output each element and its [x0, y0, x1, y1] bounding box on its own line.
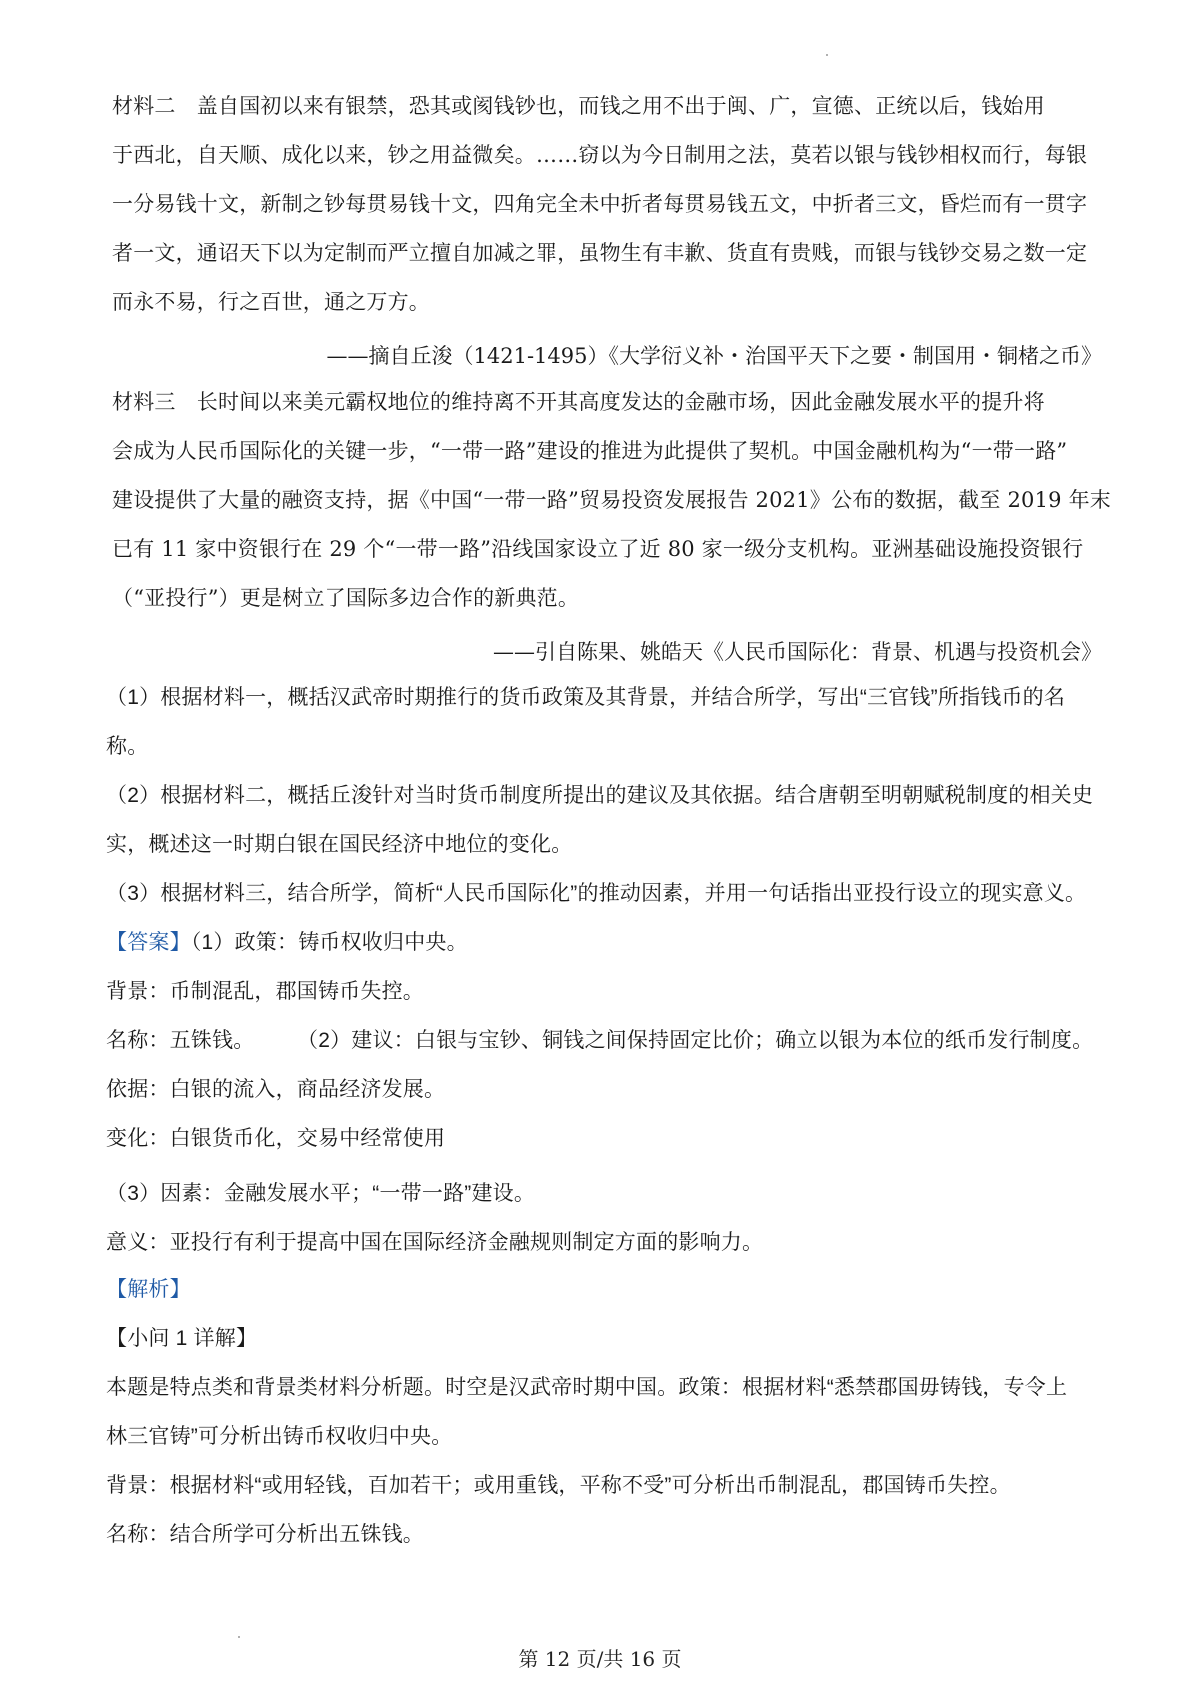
analysis-line: 林三官铸”可分析出铸币权收归中央。	[106, 1425, 453, 1448]
material-two-line: 一分易钱十文，新制之钞每贯易钱十文，四角完全未中折者每贯易钱五文，中折者三文，昏烂而有一贯字	[112, 192, 1088, 216]
analysis-tag: 【解析】	[106, 1278, 191, 1301]
question-line: （1）根据材料一，概括汉武帝时期推行的货币政策及其背景，并结合所学，写出“三官钱”所指钱币的名	[106, 686, 1066, 709]
answer-line: 变化：白银货币化，交易中经常使用	[106, 1127, 446, 1150]
analysis-section	[106, 1265, 1096, 1559]
material-two	[112, 82, 1102, 327]
material-three-line: 已有 11 家中资银行在 29 个“一带一路”沿线国家设立了近 80 家一级分支机构。亚洲基础设施投资银行	[112, 537, 1084, 561]
scan-speck	[826, 54, 828, 56]
material-two-line: 材料二 盖自国初以来有银禁，恐其或阂钱钞也，而钱之用不出于闽、广，宣德、正统以后，钱始用	[112, 94, 1045, 118]
material-two-line: 者一文，通诏天下以为定制而严立擅自加减之罪，虽物生有丰歉、货直有贵贱，而银与钱钞交易之数一定	[112, 241, 1088, 265]
material-two-source: ——摘自丘浚（1421-1495）《大学衍义补・治国平天下之要・制国用・铜楮之币》	[326, 344, 1102, 368]
answer-line: （3）因素：金融发展水平；“一带一路”建设。	[106, 1182, 536, 1205]
material-two-line: 而永不易，行之百世，通之万方。	[112, 290, 430, 314]
answer-line: 依据：白银的流入，商品经济发展。	[106, 1078, 446, 1101]
page-number: 第 12 页/共 16 页	[518, 1647, 682, 1671]
material-three-source: ——引自陈果、姚皓天《人民币国际化：背景、机遇与投资机会》	[493, 640, 1102, 664]
scan-speck	[238, 1636, 240, 1638]
material-three-line: 材料三 长时间以来美元霸权地位的维持离不开其高度发达的金融市场，因此金融发展水平的提升将	[112, 390, 1045, 414]
answer-tag: 【答案】	[106, 931, 191, 954]
question-line: （2）根据材料二，概括丘浚针对当时货币制度所提出的建议及其依据。结合唐朝至明朝赋税制度的相关史	[106, 784, 1094, 807]
analysis-line: 背景：根据材料“或用轻钱，百加若干；或用重钱，平称不受”可分析出币制混乱，郡国铸币失控。	[106, 1474, 1011, 1497]
analysis-line: 本题是特点类和背景类材料分析题。时空是汉武帝时期中国。政策：根据材料“悉禁郡国毋铸钱，专令上	[106, 1376, 1068, 1399]
question-list	[106, 673, 1096, 918]
material-three	[112, 378, 1111, 623]
answer-heading-line	[106, 918, 1096, 967]
question-line: 称。	[106, 735, 149, 758]
analysis-line: 名称：结合所学可分析出五铢钱。	[106, 1523, 424, 1546]
question-line: 实，概述这一时期白银在国民经济中地位的变化。	[106, 833, 573, 856]
answer-line: 意义：亚投行有利于提高中国在国际经济金融规则制定方面的影响力。	[106, 1231, 764, 1254]
material-three-line: （“亚投行”）更是树立了国际多边合作的新典范。	[112, 586, 580, 610]
material-three-line: 会成为人民币国际化的关键一步，“一带一路”建设的推进为此提供了契机。中国金融机构为“一带一路”	[112, 439, 1068, 463]
material-three-line: 建设提供了大量的融资支持，据《中国“一带一路”贸易投资发展报告 2021》公布的数据，截至 2019 年末	[112, 488, 1111, 512]
answer-section	[106, 918, 1096, 1267]
answer-line: 名称：五铢钱。 （2）建议：白银与宝钞、铜钱之间保持固定比价；确立以银为本位的纸币发行制度。	[106, 1029, 1094, 1052]
analysis-subheading: 【小问 1 详解】	[106, 1327, 258, 1350]
answer-line: 背景：币制混乱，郡国铸币失控。	[106, 980, 424, 1003]
material-two-line: 于西北，自天顺、成化以来，钞之用益微矣。……窃以为今日制用之法，莫若以银与钱钞相权而行，每银	[112, 143, 1088, 167]
question-line: （3）根据材料三，结合所学，简析“人民币国际化”的推动因素，并用一句话指出亚投行设立的现实意义。	[106, 882, 1087, 905]
answer-first-line: （1）政策：铸币权收归中央。	[190, 931, 468, 954]
